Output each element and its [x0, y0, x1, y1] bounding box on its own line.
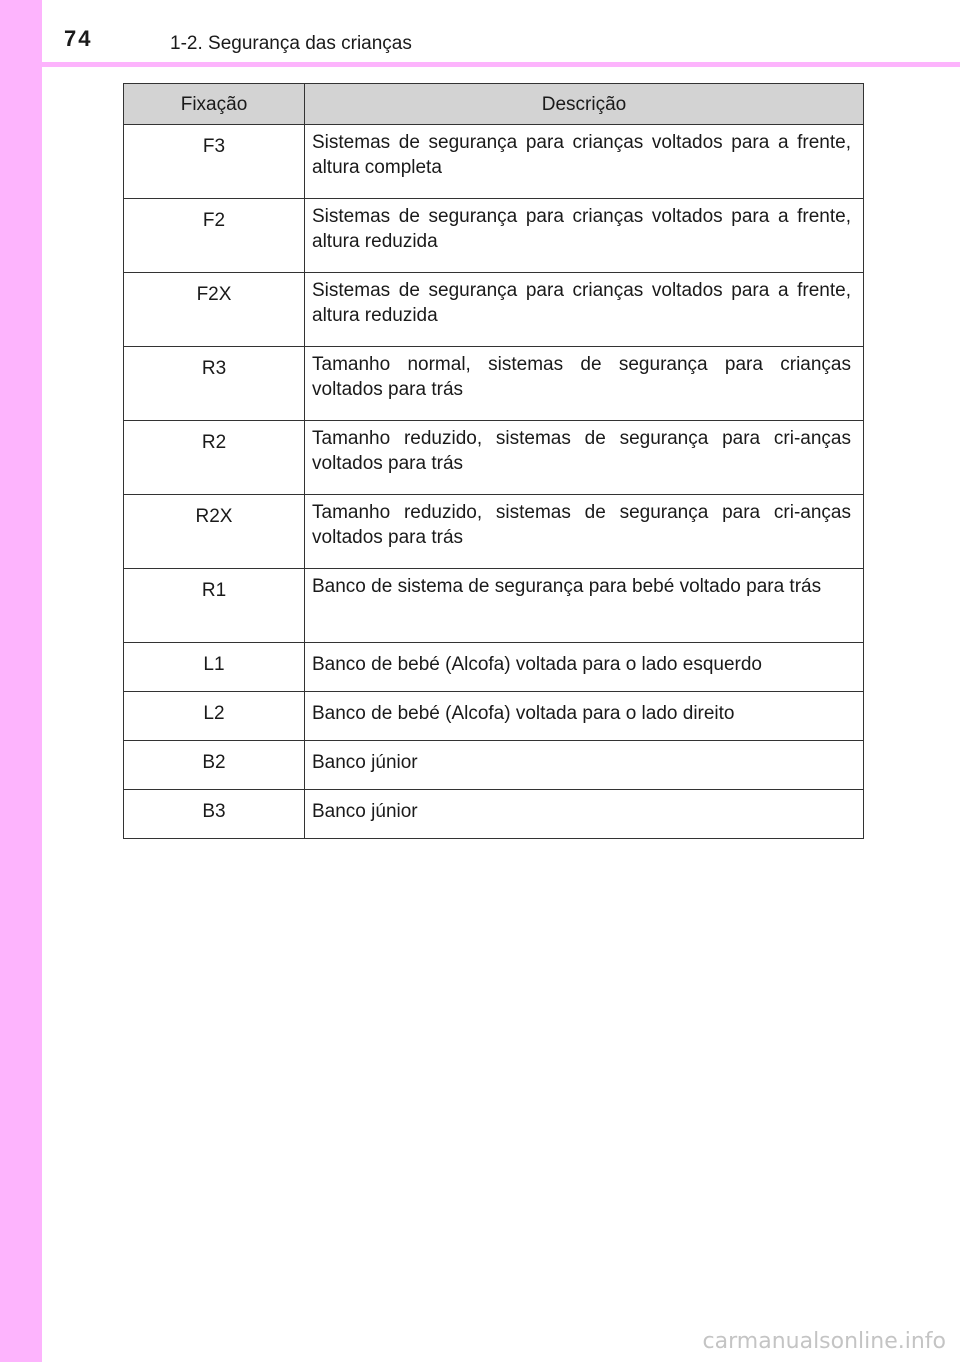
- page-number: 74: [64, 26, 93, 51]
- table-row: [124, 347, 864, 421]
- table-row: [124, 569, 864, 643]
- fixation-code: B2: [124, 741, 305, 790]
- fixation-code: R2: [124, 421, 305, 495]
- header-rule: [42, 62, 960, 67]
- fixation-code: B3: [124, 790, 305, 839]
- fixation-table-container: [123, 83, 863, 839]
- watermark: carmanualsonline.info: [702, 1329, 946, 1354]
- table-row: [124, 643, 864, 692]
- table-row: [124, 273, 864, 347]
- fixation-description: Banco júnior: [305, 741, 864, 790]
- column-header-fixacao: Fixação: [124, 84, 305, 125]
- table-row: [124, 495, 864, 569]
- fixation-description: Banco de bebé (Alcofa) voltada para o lado esquerdo: [305, 643, 864, 692]
- fixation-table: [123, 83, 864, 839]
- table-row: [124, 421, 864, 495]
- fixation-description: Tamanho reduzido, sistemas de segurança para cri-anças voltados para trás: [305, 495, 864, 569]
- table-header-row: [124, 84, 864, 125]
- fixation-description: Tamanho normal, sistemas de segurança para crianças voltados para trás: [305, 347, 864, 421]
- fixation-description: Banco de bebé (Alcofa) voltada para o lado direito: [305, 692, 864, 741]
- side-accent-bar: [0, 0, 42, 1362]
- column-header-descricao: Descrição: [305, 84, 864, 125]
- section-title: 1-2. Segurança das crianças: [170, 33, 412, 54]
- page-header: [42, 0, 960, 60]
- fixation-description: Sistemas de segurança para crianças voltados para a frente, altura completa: [305, 125, 864, 199]
- fixation-code: L1: [124, 643, 305, 692]
- fixation-code: F3: [124, 125, 305, 199]
- fixation-description: Banco júnior: [305, 790, 864, 839]
- table-row: [124, 741, 864, 790]
- fixation-description: Sistemas de segurança para crianças voltados para a frente, altura reduzida: [305, 273, 864, 347]
- fixation-description: Tamanho reduzido, sistemas de segurança para cri-anças voltados para trás: [305, 421, 864, 495]
- fixation-description: Sistemas de segurança para crianças voltados para a frente, altura reduzida: [305, 199, 864, 273]
- fixation-code: F2X: [124, 273, 305, 347]
- table-row: [124, 790, 864, 839]
- fixation-code: R2X: [124, 495, 305, 569]
- table-row: [124, 199, 864, 273]
- table-row: [124, 125, 864, 199]
- fixation-description: Banco de sistema de segurança para bebé voltado para trás: [305, 569, 864, 643]
- fixation-code: L2: [124, 692, 305, 741]
- table-row: [124, 692, 864, 741]
- fixation-code: R3: [124, 347, 305, 421]
- fixation-code: R1: [124, 569, 305, 643]
- fixation-code: F2: [124, 199, 305, 273]
